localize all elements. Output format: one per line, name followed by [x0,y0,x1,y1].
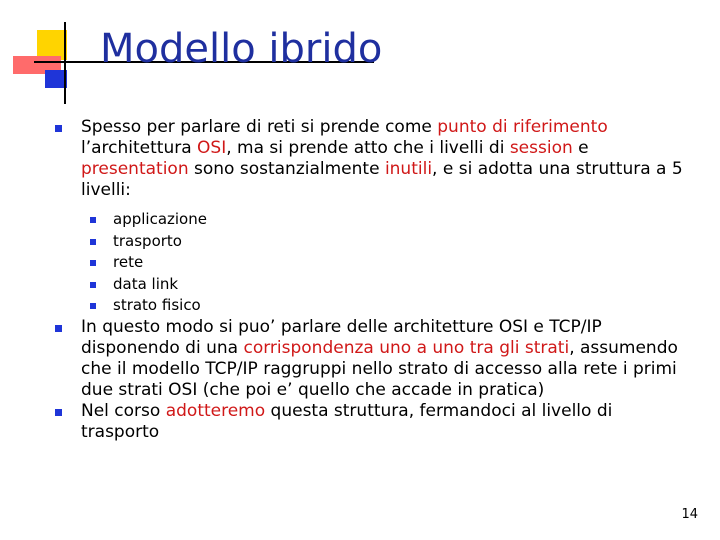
text: , assumendo che il modello TCP/IP raggruppi nello strato di accesso alla rete i primi due strati OSI (che poi e’ quello che accade in pratica) [81,337,678,400]
layer-label: rete [113,253,144,271]
text: , e si adotta una struttura a 5 livelli: [81,159,683,200]
square-bullet-icon [55,325,62,332]
text: In questo modo si puo’ parlare delle architetture OSI e TCP/IP disponendo di una [81,316,602,358]
slide-content [55,117,695,443]
page-number: 14 [681,507,698,522]
highlight: corrispondenza uno a uno tra gli strati [243,337,570,358]
highlight: OSI [197,138,227,158]
bullet-item-1 [55,117,695,317]
list-item [87,252,695,274]
square-bullet-icon [90,239,96,245]
highlight: punto di riferimento [437,117,608,137]
square-bullet-icon [90,260,96,266]
list-item [87,231,695,253]
layer-label: trasporto [113,231,182,250]
square-bullet-icon [55,125,62,132]
square-bullet-icon [90,282,96,288]
text: sono sostanzialmente [188,159,385,179]
list-item [87,209,695,231]
layer-label: strato fisico [113,296,201,314]
text: e [572,138,589,158]
decor-vertical-line [64,22,66,104]
square-bullet-icon [55,409,62,416]
highlight: inutili [384,159,433,179]
slide-title: Modello ibrido [100,26,383,72]
layer-list [87,209,695,317]
text: l’architettura [81,138,198,158]
list-item [87,274,695,296]
bullet-item-3 [55,401,695,443]
list-item [87,295,695,317]
highlight: session [509,138,573,158]
text: questa struttura, fermandoci al livello di trasporto [81,400,613,442]
layer-label: applicazione [113,210,207,228]
bullet-item-2 [55,317,695,401]
text: Spesso per parlare di reti si prende come [81,117,438,137]
highlight: adotteremo [165,400,266,421]
square-bullet-icon [90,303,96,309]
layer-label: data link [113,274,179,293]
text: Nel corso [81,400,166,421]
text: , ma si prende atto che i livelli di [226,138,510,158]
square-bullet-icon [90,217,96,223]
highlight: presentation [81,159,189,179]
